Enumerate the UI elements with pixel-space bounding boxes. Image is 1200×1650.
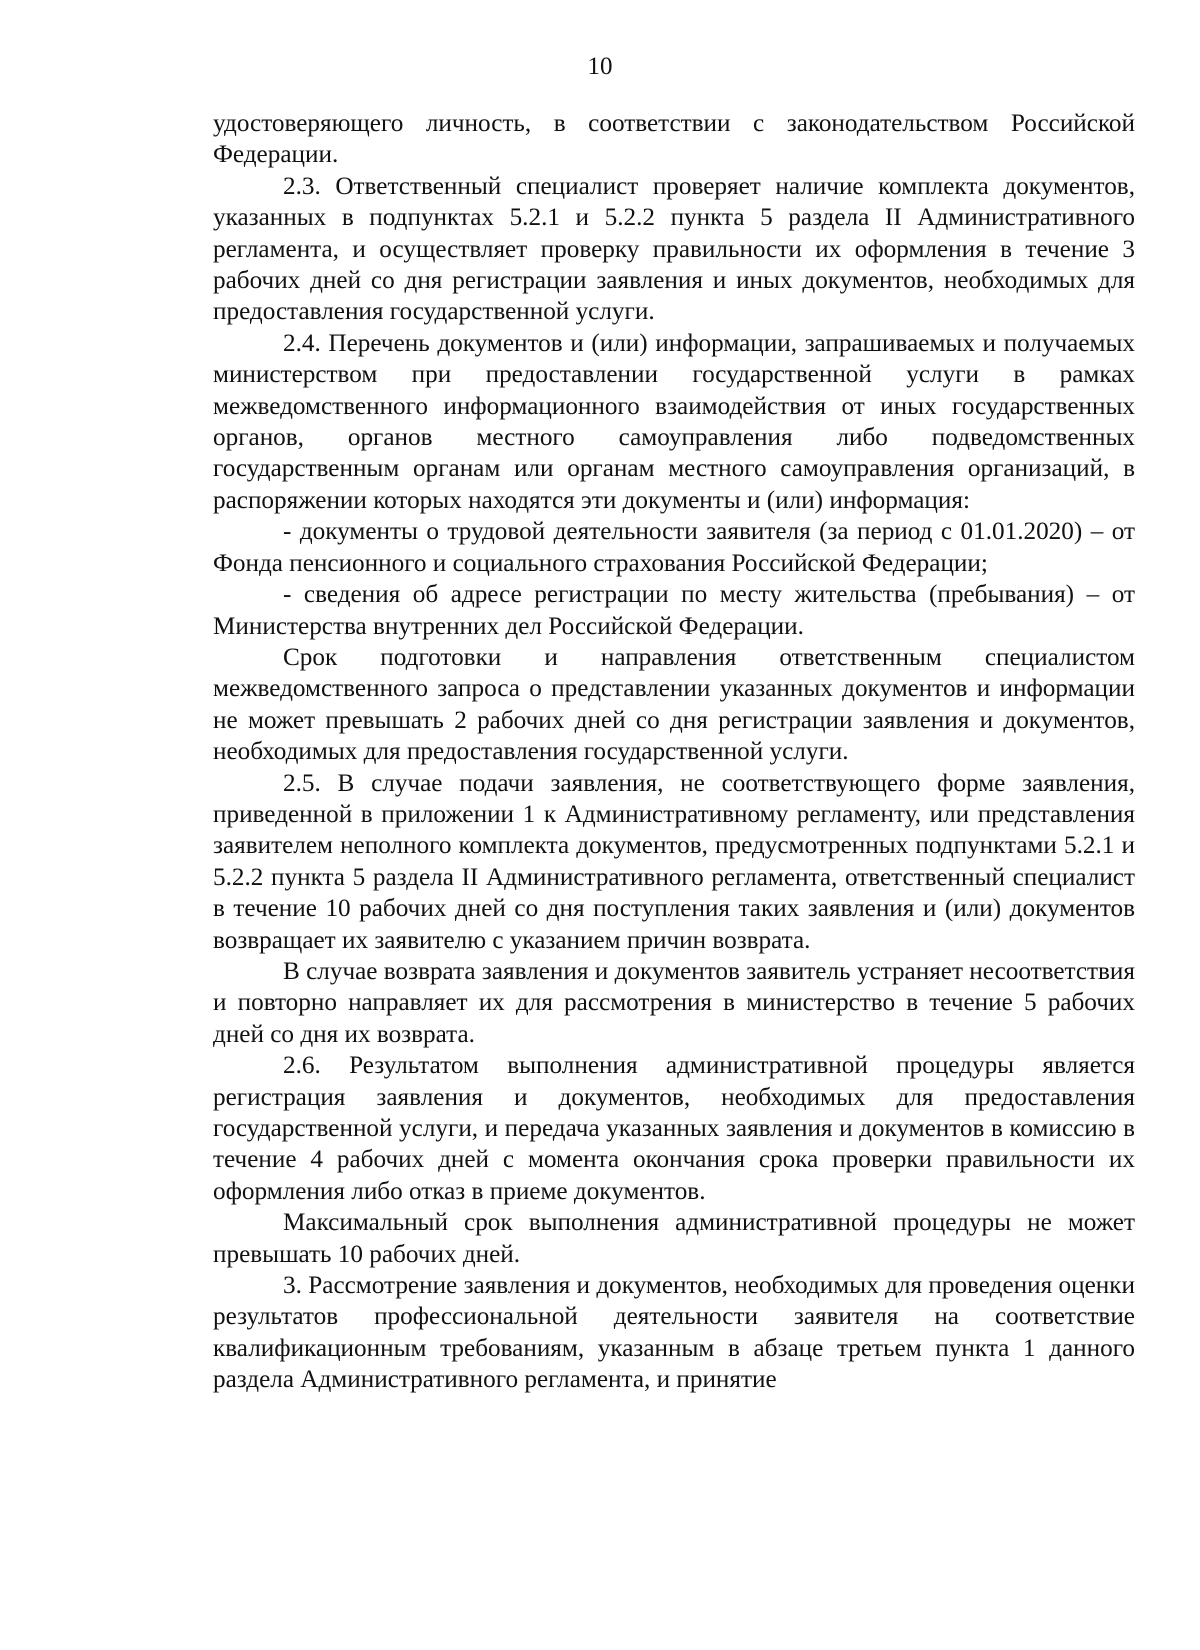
paragraph-2-3: 2.3. Ответственный специалист проверяет наличие комплекта документов, указанных в подпунктах 5.2.1 и 5.2.2 пункта 5 раздела II Административного регламента, и осуществляет проверку правильности их оформления в течение 3 рабочих дней со дня регистрации заявления и иных документов, необходимых для предоставления государственной услуги.	[213, 172, 1135, 326]
list-item-registration-address: - сведения об адресе регистрации по месту жительства (пребывания) – от Министерства внутренних дел Российской Федерации.	[213, 581, 1135, 640]
paragraph-max-term: Максимальный срок выполнения административной процедуры не может превышать 10 рабочих дней.	[213, 1209, 1135, 1268]
document-body	[213, 108, 1135, 1396]
paragraph-2-4: 2.4. Перечень документов и (или) информации, запрашиваемых и получаемых министерством при предоставлении государственной услуги в рамках межведомственного информационного взаимодействия от иных государственных органов, органов местного самоуправления либо подведомственных государственным органам или органам местного самоуправления организаций, в распоряжении которых находятся эти документы и (или) информация:	[213, 329, 1135, 514]
paragraph-return-case: В случае возврата заявления и документов заявитель устраняет несоответствия и повторно направляет их для рассмотрения в министерство в течение 5 рабочих дней со дня их возврата.	[213, 957, 1135, 1048]
paragraph-3: 3. Рассмотрение заявления и документов, необходимых для проведения оценки результатов профессиональной деятельности заявителя на соответствие квалификационным требованиям, указанным в абзаце третьем пункта 1 данного раздела Административного регламента, и принятие	[213, 1272, 1135, 1394]
paragraph-request-deadline: Срок подготовки и направления ответственным специалистом межведомственного запроса о представлении указанных документов и информации не может превышать 2 рабочих дней со дня регистрации заявления и документов, необходимых для предоставления государственной услуги.	[213, 643, 1135, 766]
paragraph-continuation: удостоверяющего личность, в соответствии с законодательством Российской Федерации.	[213, 110, 1135, 169]
list-item-labor-documents: - документы о трудовой деятельности заявителя (за период с 01.01.2020) – от Фонда пенсионного и социального страхования Российской Федерации;	[213, 518, 1135, 577]
paragraph-2-5: 2.5. В случае подачи заявления, не соответствующего форме заявления, приведенной в приложении 1 к Административному регламенту, или представления заявителем неполного комплекта документов, предусмотренных подпунктами 5.2.1 и 5.2.2 пункта 5 раздела II Административного регламента, ответственный специалист в течение 10 рабочих дней со дня поступления таких заявления и (или) документов возвращает их заявителю с указанием причин возврата.	[213, 769, 1135, 954]
paragraph-2-6: 2.6. Результатом выполнения административной процедуры является регистрация заявления и документов, необходимых для предоставления государственной услуги, и передача указанных заявления и документов в комиссию в течение 4 рабочих дней с момента окончания срока проверки правильности их оформления либо отказ в приеме документов.	[213, 1052, 1135, 1205]
page-number: 10	[587, 53, 613, 80]
